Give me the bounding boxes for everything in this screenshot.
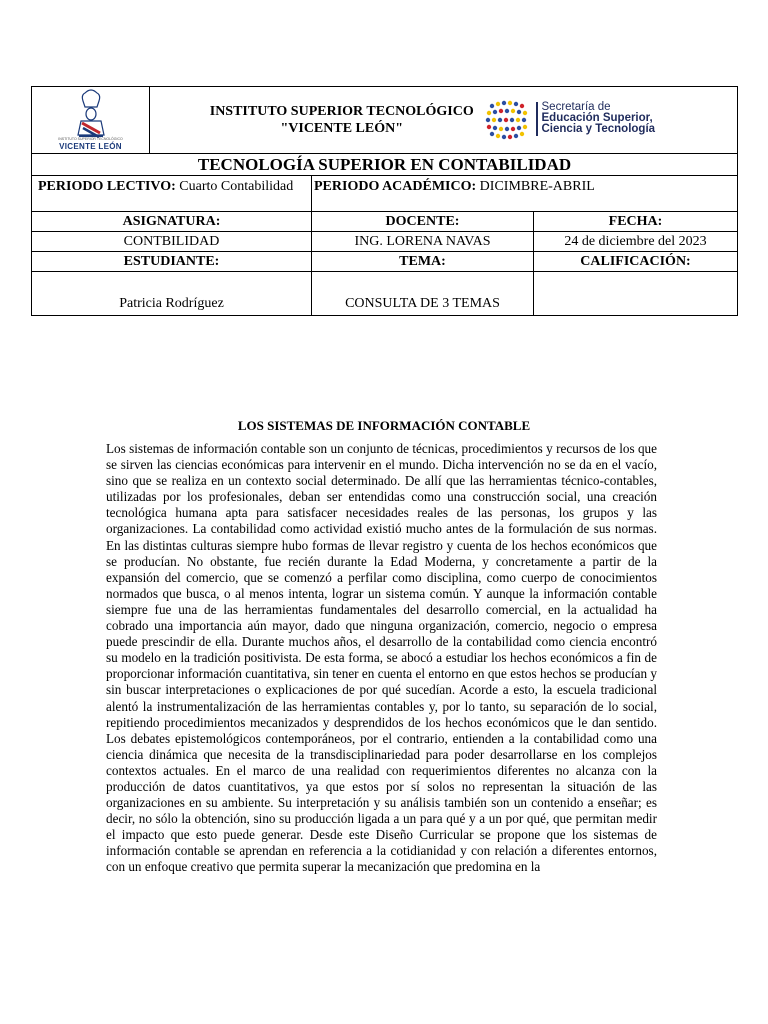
period-row — [32, 176, 738, 212]
student-values-row — [32, 272, 738, 316]
logo-name: VICENTE LEÓN — [59, 142, 122, 151]
periodo-academico-cell — [312, 176, 738, 212]
career-title: TECNOLOGÍA SUPERIOR EN CONTABILIDAD — [32, 154, 738, 176]
institute-name-line1: INSTITUTO SUPERIOR TECNOLÓGICO — [209, 104, 474, 119]
secretaria-line3: Ciencia y Tecnología — [541, 123, 656, 135]
secretaria-line1: Secretaría de — [541, 101, 611, 113]
periodo-academico-label: PERIODO ACADÉMICO: — [314, 179, 477, 194]
institute-name-line2: "VICENTE LEÓN" — [280, 121, 403, 136]
calificacion-label: CALIFICACIÓN: — [534, 252, 738, 272]
fecha-label: FECHA: — [534, 212, 738, 232]
logo-cell — [32, 87, 150, 154]
asignatura-label: ASIGNATURA: — [32, 212, 312, 232]
asignatura-value: CONTBILIDAD — [32, 232, 312, 252]
secretaria-logo — [484, 98, 714, 142]
document-body: Los sistemas de información contable son un conjunto de técnicas, procedimientos y recursos de los que se sirven las ciencias económicas para intervenir en el mundo. Dicha intervención no se da en el vacío, sino que se realiza en un contexto social determinado. De allí que las herramientas técnico-contables, utilizadas por los profesionales, deban ser entendidas como una construcción social, una creación tecnológica humana apta para satisfacer necesidades reales de las personas, los grupos y las organizaciones. La contabilidad como actividad existió mucho antes de la formulación de sus normas. En las distintas culturas siempre hubo formas de llevar registro y cuenta de los hechos económicos que se producían. No obstante, fue recién durante la Edad Moderna, y concretamente a partir de la expansión del comercio, que se comenzó a perfilar como disciplina, como cuerpo de conocimientos normados que busca, o al menos intenta, lograr un sistema común. Y aunque la información contable siempre fue una de las herramientas fundamentales del desarrollo comercial, en la actualidad ha cobrado una importancia aún mayor, dado que ninguna organización, comercio, negocio o empresa puede prescindir de ella. Durante muchos años, el desarrollo de la contabilidad como ciencia encontró su modelo en la tradición positivista. De esta forma, se abocó a estudiar los hechos económicos a fin de proporcionar información cuantitativa, sin tener en cuenta el entorno en que estos hechos se producían y sin buscar interpretaciones o explicaciones de por qué sucedían. Acorde a esto, la escuela tradicional alentó la instrumentalización de las herramientas contables y, por lo tanto, su separación de lo social, repitiendo procedimientos mecanizados y desprendidos de los hechos económicos que le dan sentido. Los debates epistemológicos contemporáneos, por el contrario, entienden a la contabilidad como una ciencia dinámica que necesita de la transdisciplinariedad para poder desarrollarse en los complejos contextos actuales. En el marco de una realidad con requerimientos diferentes no alcanza con la producción de datos cuantitativos, ya que estos por sí solos no representan la situación de las organizaciones en su ambiente. Su interpretación y su análisis también son un contenido a enseñar; es decir, no sólo la obtención, sino su producción ligada a un para qué y a un por qué, que permitan medir el impacto que esto puede generar. Desde este Diseño Curricular se propone que los sistemas de información contable se aprendan en referencia a la cotidianidad y con relación a diferentes entornos, con un enfoque creativo que permita superar la mecanización que predomina en la — [106, 441, 657, 875]
header-logo-row — [32, 87, 738, 154]
secretaria-dots-icon — [484, 98, 536, 142]
calificacion-value — [534, 272, 738, 316]
secretaria-divider — [536, 102, 538, 136]
estudiante-label: ESTUDIANTE: — [32, 252, 312, 272]
institute-name-cell — [150, 87, 534, 154]
docente-value: ING. LORENA NAVAS — [312, 232, 534, 252]
logo-small-text: INSTITUTO SUPERIOR TECNOLÓGICO — [58, 137, 123, 141]
tema-label: TEMA: — [312, 252, 534, 272]
header-table — [31, 86, 738, 316]
subject-labels-row — [32, 212, 738, 232]
docente-label: DOCENTE: — [312, 212, 534, 232]
periodo-lectivo-value: Cuarto Contabilidad — [179, 179, 294, 194]
institute-logo — [41, 87, 141, 153]
periodo-academico-value: DICIMBRE-ABRIL — [479, 179, 595, 194]
periodo-lectivo-label: PERIODO LECTIVO: — [38, 179, 176, 194]
secretaria-line2: Educación Superior, — [541, 112, 653, 124]
tema-value: CONSULTA DE 3 TEMAS — [312, 272, 534, 316]
secretaria-logo-cell — [534, 87, 738, 154]
student-labels-row — [32, 252, 738, 272]
secretaria-text — [542, 102, 656, 135]
periodo-lectivo-cell — [32, 176, 312, 212]
estudiante-value: Patricia Rodríguez — [32, 272, 312, 316]
fecha-value: 24 de diciembre del 2023 — [534, 232, 738, 252]
document-title: LOS SISTEMAS DE INFORMACIÓN CONTABLE — [237, 418, 531, 433]
subject-values-row — [32, 232, 738, 252]
career-title-row — [32, 154, 738, 176]
